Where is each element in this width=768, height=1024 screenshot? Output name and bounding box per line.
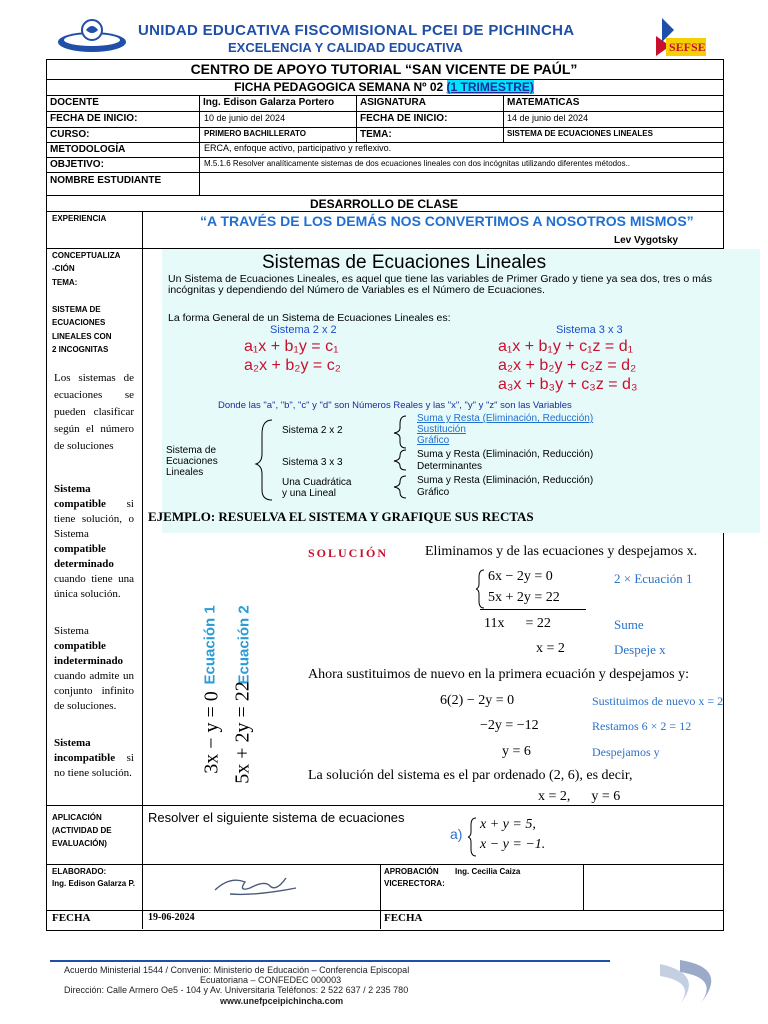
tree-root [166,445,218,478]
aplicacion-eq-2: x − y = −1. [480,837,546,852]
method-6: Suma y Resta (Eliminación, Reducción) [417,475,594,486]
asignatura-label: ASIGNATURA [360,97,426,108]
fecha-label: FECHA [52,912,91,924]
sol-note-7: Despejamos y [592,745,660,759]
concept-intro: Un Sistema de Ecuaciones Lineales, es aquel que tiene las variables de Primer Grado y tiene ya sea dos, tres o más incógnitas y dependiendo del Número de Variables es el Número de Ecuaciones. [168,273,712,296]
eq-3x3-3: a₃x + b₃y + c₃z = d₃ [498,376,638,393]
desarrollo-title: DESARROLLO DE CLASE [309,197,458,211]
objetivo-value: M.5.1.6 Resolver analíticamente sistemas de dos ecuaciones lineales con dos incógnitas utilizando diferentes métodos.. [204,159,631,168]
system-brace [476,569,486,609]
fecha-inicio-value: 10 de junio del 2024 [204,113,286,123]
tree-branch-1: Sistema 2 x 2 [282,425,343,436]
sidebar-paragraph-3 [54,624,134,714]
rot-label-1: Ecuación 1 [201,605,219,685]
footer-line-2: Ecuatoriana – CONFEDEC 000003 [200,975,342,985]
eq-2x2-1: a₁x + b₁y = c₁ [244,338,339,355]
footer-line-1: Acuerdo Ministerial 1544 / Convenio: Ministerio de Educación – Conferencia Episcopal [64,965,410,975]
vicerrectora-label: VICERECTORA: [384,879,445,888]
quote: “A TRAVÉS DE LOS DEMÁS NOS CONVERTIMOS A NOSOTROS MISMOS” [200,213,694,229]
ficha-label: FICHA PEDAGOGICA SEMANA Nº 02 [234,80,444,94]
solution-end: La solución del sistema es el par ordenado (2, 6), es decir, [308,768,633,783]
tree-branch-3 [282,477,351,499]
tema-value: SISTEMA DE ECUACIONES LINEALES [507,129,653,138]
p2-bold-1: Sistema compatible [54,483,106,510]
sidebar-tema: TEMA: [52,278,78,287]
quote-author: Lev Vygotsky [614,235,679,246]
donde-note: Donde las "a", "b", "c" y "d" son Números Reales y las "x", "y" y "z" son las Variables [218,400,572,411]
concept-general: La forma General de un Sistema de Ecuaciones Lineales es: [168,312,451,324]
sol-eq-3: 11x = 22 [484,616,551,631]
sol-eq-6: −2y = −12 [480,718,539,733]
solution-intro: Eliminamos y de las ecuaciones y despejamos x. [425,544,698,559]
sol-note-3: Sume [614,617,644,632]
school-subtitle: EXCELENCIA Y CALIDAD EDUCATIVA [228,40,463,55]
experiencia-label: EXPERIENCIA [52,214,107,223]
sidebar-paragraph-4 [54,736,134,781]
sefse-logo [652,16,708,60]
docente-label: DOCENTE [50,97,99,108]
tree-branch-2: Sistema 3 x 3 [282,457,343,468]
sol-note-6: Restamos 6 × 2 = 12 [592,719,692,733]
estudiante-label: NOMBRE ESTUDIANTE [50,175,162,186]
sidebar-paragraph-1: Los sistemas de ecuaciones se pueden clasificar según el número de soluciones [54,372,134,452]
signature-image [210,868,300,900]
aplicacion-brace [468,817,478,857]
aplicacion-instruction: Resolver el siguiente sistema de ecuaciones [148,810,405,825]
aplicacion-label-2: (ACTIVIDAD DE [52,826,112,835]
center-title: CENTRO DE APOYO TUTORIAL “SAN VICENTE DE PAÚL” [190,61,578,77]
fecha-inicio-label-2: FECHA DE INICIO: [360,113,448,124]
sol-note-5: Sustituimos de nuevo x = 2 [592,694,724,708]
solution-mid: Ahora sustituimos de nuevo en la primera ecuación y despejamos y: [308,667,690,682]
aprobacion-label: APROBACIÓN [384,867,439,876]
sol-note-4: Despeje x [614,642,666,657]
p3-bold-1: compatible indeterminado [54,640,124,667]
school-logo [56,18,128,54]
system-3x3-title: Sistema 3 x 3 [556,324,623,336]
rot-eq-2: 5x + 2y = 22 [231,681,254,784]
p2-bold-2: compatible determinado [54,543,114,570]
elaborado-label: ELABORADO: [52,867,107,876]
docente-value: Ing. Edison Galarza Portero [203,97,335,108]
ejemplo-title: EJEMPLO: RESUELVA EL SISTEMA Y GRAFIQUE SUS RECTAS [148,509,534,524]
aprobacion-name: Ing. Cecilia Caiza [455,867,521,876]
footer-line-3: Dirección: Calle Armero Oe5 - 104 y Av. Universitaria Teléfonos: 2 522 637 / 2 235 780 [64,985,409,995]
p2-text-2: cuando tiene una única solución. [54,573,134,600]
solucion-heading: SOLUCIÓN [308,546,389,560]
aplicacion-label-1: APLICACIÓN [52,813,102,822]
tree-root-2: Ecuaciones [166,456,218,467]
elaborado-name: Ing. Edison Galarza P. [52,879,135,888]
sol-eq-1: 6x − 2y = 0 [488,569,553,584]
sol-note-1: 2 × Ecuación 1 [614,571,693,586]
sol-eq-7: y = 6 [502,744,531,759]
method-4: Suma y Resta (Eliminación, Reducción) [417,449,594,460]
fecha-label-2: FECHA [384,912,423,924]
p4-text-1: si no tiene solución. [54,752,134,779]
aplicacion-eq-1: x + y = 5, [480,817,536,832]
system-2x2-title: Sistema 2 x 2 [270,324,337,336]
tree-root-3: Lineales [166,467,204,478]
method-5: Determinantes [417,461,483,472]
fecha-inicio-value-2: 14 de junio del 2024 [507,113,589,123]
tree-branch-3b: y una Lineal [282,488,336,499]
eq-3x3-1: a₁x + b₁y + c₁z = d₁ [498,338,633,355]
tree-branch-3a: Una Cuadrática [282,477,352,488]
method-7: Gráfico [417,487,450,498]
eq-3x3-2: a₂x + b₂y + c₂z = d₂ [498,357,637,374]
metodologia-value: ERCA, enfoque activo, participativo y reflexivo. [204,143,392,153]
fecha-value: 19-06-2024 [148,912,195,923]
aplicacion-item: a) [450,826,463,842]
p3-text-1: Sistema [54,625,89,637]
sol-eq-5: 6(2) − 2y = 0 [440,693,515,708]
sidebar-conceptualizacion-1: CONCEPTUALIZA [52,251,121,260]
aplicacion-label [52,811,112,850]
p2-text-1: si tiene solución, o Sistema [54,498,134,540]
sidebar-topic-3: LINEALES CON [52,332,112,341]
concept-title: Sistemas de Ecuaciones Lineales [262,252,547,273]
rotated-equations-image [165,545,265,785]
curso-label: CURSO: [50,129,90,140]
trimestre-highlight: (1 TRIMESTRE) [446,80,534,94]
aplicacion-label-3: EVALUACIÓN) [52,839,107,848]
sidebar-paragraph-2 [54,482,134,602]
solution-final: x = 2, y = 6 [538,789,621,804]
metodologia-label: METODOLOGÍA [50,144,126,155]
sidebar-topic-4: 2 INCOGNITAS [52,345,109,354]
asignatura-value: MATEMATICAS [507,97,580,108]
objetivo-label: OBJETIVO: [50,159,104,170]
ficha-title [46,80,722,94]
eq-2x2-2: a₂x + b₂y = c₂ [244,357,341,374]
p4-bold-1: Sistema incompatible [54,737,116,764]
tema-label: TEMA: [360,129,392,140]
sidebar-topic-2: ECUACIONES [52,318,106,327]
sidebar-topic-1: SISTEMA DE [52,305,101,314]
school-title: UNIDAD EDUCATIVA FISCOMISIONAL PCEI DE PICHINCHA [138,22,575,39]
footer-line-4: www.unefpceipichincha.com [220,996,344,1006]
curso-value: PRIMERO BACHILLERATO [204,129,306,138]
sefse-logo-text: SEFSE [669,40,706,54]
rot-label-2: Ecuación 2 [235,605,253,685]
sol-eq-2: 5x + 2y = 22 [488,590,560,605]
method-link-2[interactable]: Sustitución [417,424,466,435]
rot-eq-1: 3x − y = 0 [200,691,223,774]
p3-text-2: cuando admite un conjunto infinito de soluciones. [54,670,134,712]
sidebar-conceptualizacion-2: -CIÓN [52,264,75,273]
fecha-inicio-label: FECHA DE INICIO: [50,113,138,124]
method-link-3[interactable]: Gráfico [417,435,450,446]
tree-root-1: Sistema de [166,445,217,456]
method-link-1[interactable]: Suma y Resta (Eliminación, Reducción) [417,413,594,424]
sol-eq-4: x = 2 [536,641,565,656]
